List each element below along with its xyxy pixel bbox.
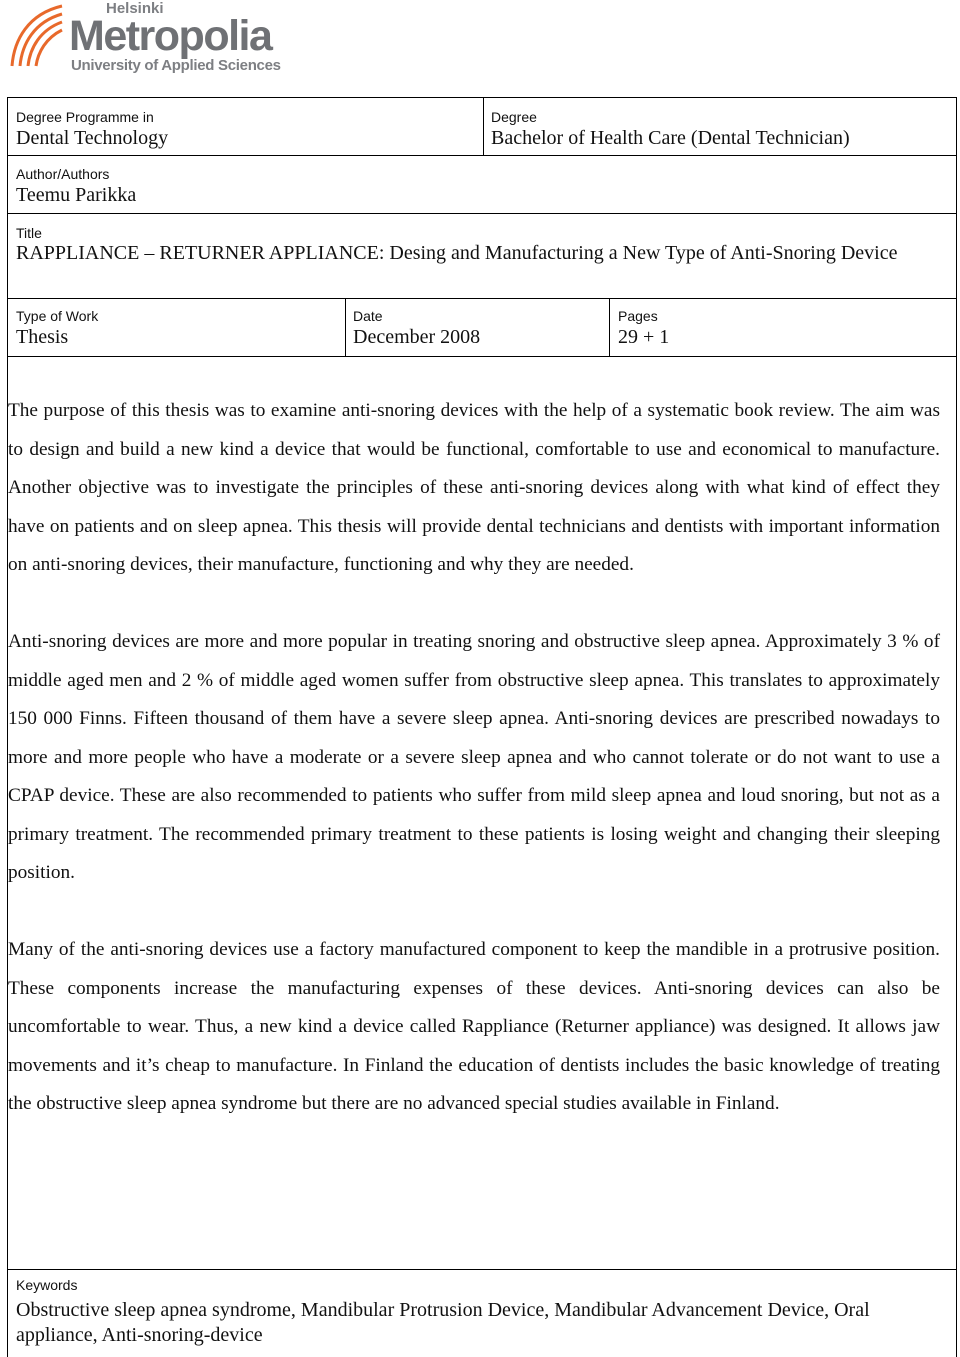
- divider: [609, 298, 610, 356]
- keywords-label: Keywords: [16, 1277, 78, 1293]
- metropolia-arc-icon: [6, 0, 68, 70]
- programme-value: Dental Technology: [16, 127, 169, 149]
- pages-value: 29 + 1: [618, 326, 670, 348]
- title-label: Title: [16, 225, 42, 241]
- date-label: Date: [353, 308, 383, 324]
- degree-value: Bachelor of Health Care (Dental Technician): [491, 127, 850, 149]
- divider: [8, 1269, 956, 1270]
- keywords-value: Obstructive sleep apnea syndrome, Mandibular Protrusion Device, Mandibular Advancement Device, Oral appliance, Anti-snoring-device: [16, 1299, 870, 1346]
- authors-label: Author/Authors: [16, 166, 110, 182]
- logo-city: Helsinki: [106, 0, 164, 17]
- logo-subtitle: University of Applied Sciences: [71, 57, 281, 74]
- pages-label: Pages: [618, 308, 658, 324]
- divider: [8, 298, 956, 299]
- abstract-paragraph-1: The purpose of this thesis was to examine anti-snoring devices with the help of a systematic book review. The aim was to design and build a new kind a device that would be functional, comfortable to use and economical to manufacture. Another objective was to investigate the principles of these anti-snoring devices along with what kind of effect they have on patients and on sleep apnea. This thesis will provide dental technicians and dentists with important information on anti-snoring devices, their manufacture, functioning and why they are needed.: [8, 400, 940, 575]
- type-of-work-label: Type of Work: [16, 308, 99, 324]
- divider: [8, 213, 956, 214]
- logo-name: Metropolia: [69, 12, 272, 60]
- degree-label: Degree: [491, 109, 537, 125]
- title-value: RAPPLIANCE – RETURNER APPLIANCE: Desing and Manufacturing a New Type of Anti-Snoring Device: [16, 242, 898, 264]
- divider: [8, 356, 956, 357]
- divider: [345, 298, 346, 356]
- date-value: December 2008: [353, 326, 481, 348]
- metropolia-logo: [6, 0, 296, 80]
- divider: [8, 155, 956, 156]
- type-of-work-value: Thesis: [16, 326, 69, 348]
- abstract-paragraph-3: Many of the anti-snoring devices use a factory manufactured component to keep the mandible in a protrusive position. These components increase the manufacturing expenses of these devices. Anti-snoring devices can also be uncomfortable to wear. Thus, a new kind a device called Rappliance (Returner appliance) was designed. It allows jaw movements and it’s cheap to manufacture. In Finland the education of dentists includes the basic knowledge of treating the obstructive sleep apnea syndrome but there are no advanced special studies available in Finland.: [8, 939, 940, 1114]
- programme-label: Degree Programme in: [16, 109, 154, 125]
- abstract-paragraph-2: Anti-snoring devices are more and more popular in treating snoring and obstructive sleep apnea. Approximately 3 % of middle aged men and 2 % of middle aged women suffer from obstructive sleep apnea. This translates to approximately 150 000 Finns. Fifteen thousand of them have a severe sleep apnea. Anti-snoring devices are prescribed nowadays to more and more people who have a moderate or a severe sleep apnea and who cannot tolerate or do not want to use a CPAP device. These are also recommended to patients who suffer from mild sleep apnea and loud snoring, but not as a primary treatment. The recommended primary treatment to these patients is losing weight and changing their sleeping position.: [8, 631, 940, 883]
- authors-value: Teemu Parikka: [16, 184, 137, 206]
- divider: [483, 98, 484, 155]
- abstract-body: [8, 392, 940, 1124]
